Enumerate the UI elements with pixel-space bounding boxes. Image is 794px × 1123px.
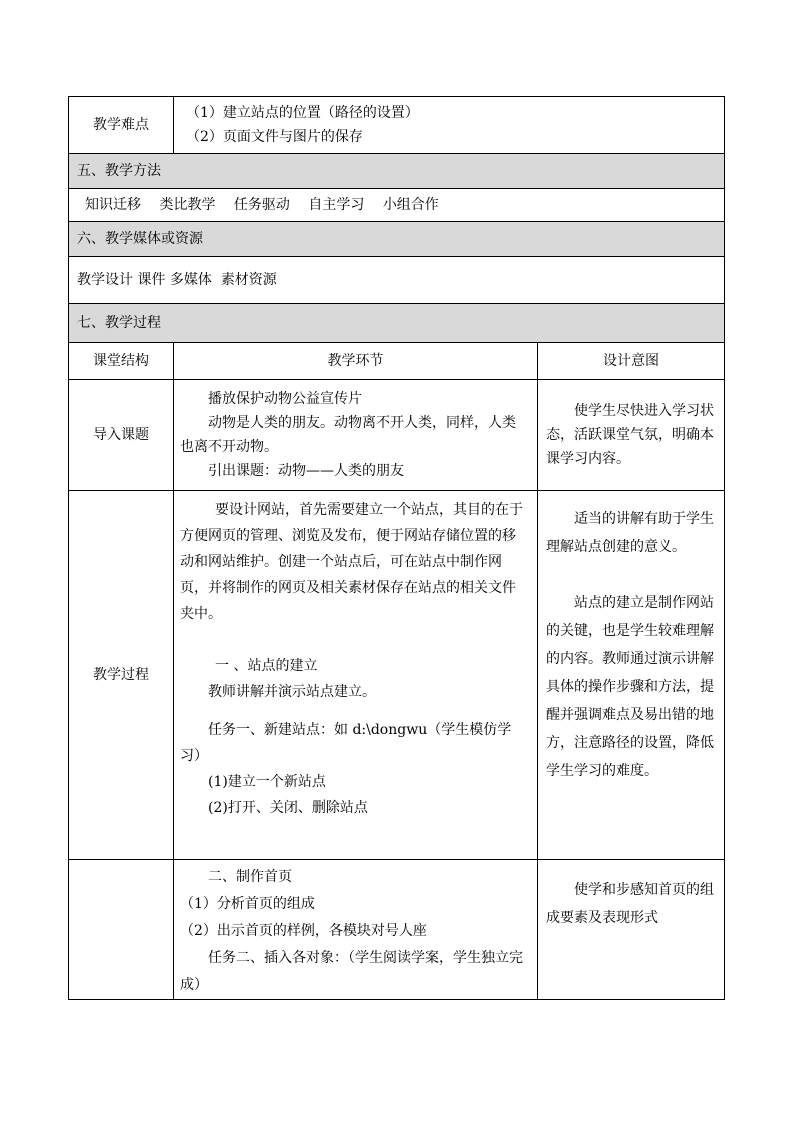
media-heading: 六、教学媒体或资源: [69, 222, 725, 257]
main-intent: 适当的讲解有助于学生理解站点创建的意义。: [546, 511, 714, 555]
methods-row: [69, 189, 725, 222]
main-row: [69, 491, 725, 860]
column-header: 课堂结构: [69, 343, 174, 380]
homepage-line: （1）分析首页的组成: [180, 896, 315, 912]
method-item: 知识迁移: [85, 197, 141, 213]
main-intent: 站点的建立是制作网站的关键，也是学生较难理解的内容。教师通过演示讲解具体的操作步骤和方法，提醒并强调难点及易出错的地方，注意路径的设置，降低学生学习的难度。: [546, 595, 714, 779]
difficulty-content: [174, 97, 725, 154]
homepage-intent: 使学和步感知首页的组成要素及表现形式: [546, 882, 714, 926]
difficulty-line: （2）页面文件与图片的保存: [186, 129, 363, 145]
media-item: 课件: [137, 272, 166, 288]
homepage-line: （2）出示首页的样例，各模块对号人座: [180, 923, 427, 939]
sub-step: (1)建立一个新站点: [208, 774, 326, 790]
difficulty-row: [69, 97, 725, 154]
column-header: 教学环节: [174, 343, 538, 380]
process-heading: 七、教学过程: [69, 304, 725, 343]
column-header: 设计意图: [538, 343, 725, 380]
task-line: 任务一、新建站点：如 d:\dongwu（学生模仿学习）: [180, 722, 512, 764]
main-label: 教学过程: [69, 491, 174, 860]
section-title: 一 、站点的建立: [215, 658, 318, 674]
method-item: 小组合作: [382, 197, 439, 213]
methods-heading-row: [69, 154, 725, 189]
difficulty-label: 教学难点: [69, 97, 174, 154]
method-item: 类比教学: [159, 197, 216, 213]
task-line: 任务二、插入各对象：（学生阅读学案，学生独立完成）: [180, 950, 523, 993]
media-item: 多媒体: [169, 272, 212, 288]
media-item: 教学设计: [77, 272, 133, 288]
main-intent-cell: [538, 491, 725, 860]
section-title: 二、制作首页: [208, 869, 292, 885]
demo-line: 教师讲解并演示站点建立。: [208, 684, 376, 700]
difficulty-line: （1）建立站点的位置（路径的设置）: [186, 105, 419, 121]
homepage-intent-cell: [538, 860, 725, 1000]
intro-content: [174, 380, 538, 491]
media-item: 素材资源: [220, 272, 277, 288]
intro-intent-cell: [538, 380, 725, 491]
media-content: [69, 257, 725, 304]
media-row: [69, 257, 725, 304]
methods-content: [69, 189, 725, 222]
homepage-row: [69, 860, 725, 1000]
homepage-content: [174, 860, 538, 1000]
intro-line: 动物是人类的朋友。动物离不开人类，同样，人类也离不开动物。: [180, 415, 516, 455]
media-heading-row: [69, 222, 725, 257]
sub-step: (2)打开、关闭、删除站点: [208, 800, 368, 816]
methods-heading: 五、教学方法: [69, 154, 725, 189]
intro-line: 引出课题：动物——人类的朋友: [208, 463, 404, 479]
homepage-label: [69, 860, 174, 1000]
lesson-plan-table: [68, 96, 725, 1000]
column-header-row: [69, 343, 725, 380]
method-item: 自主学习: [308, 197, 365, 213]
intro-line: 播放保护动物公益宣传片: [208, 391, 362, 407]
process-heading-row: [69, 304, 725, 343]
main-paragraph: 要设计网站，首先需要建立一个站点，其目的在于方便网页的管理、浏览及发布，便于网站存储位置的移动和网站维护。创建一个站点后，可在站点中制作网页，并将制作的网页及相关素材保存在站点的相关文件夹中。: [180, 502, 523, 622]
method-item: 任务驱动: [233, 197, 290, 213]
main-content: [174, 491, 538, 860]
intro-label: 导入课题: [69, 380, 174, 491]
intro-row: [69, 380, 725, 491]
intro-intent: 使学生尽快进入学习状态，活跃课堂气氛，明确本课学习内容。: [546, 403, 714, 467]
